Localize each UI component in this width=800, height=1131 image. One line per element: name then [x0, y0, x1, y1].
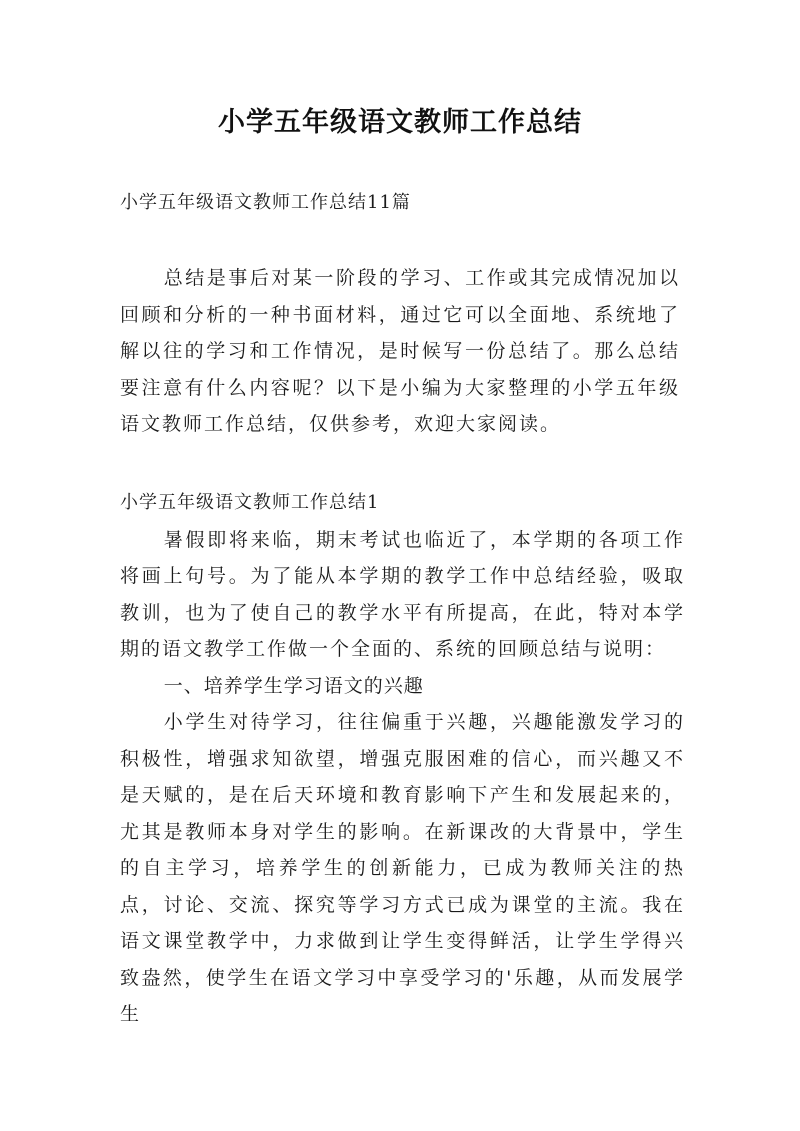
section-1 [120, 485, 685, 1033]
section-paragraph-1: 暑假即将来临，期末考试也临近了，本学期的各项工作将画上句号。为了能从本学期的教学工作中总结经验，吸取教训，也为了使自己的教学水平有所提高，在此，特对本学期的语文教学工作做一个全面的、系统的回顾总结与说明： [120, 528, 685, 660]
section-heading: 小学五年级语文教师工作总结1 [120, 492, 380, 513]
section-subheading: 一、培养学生学习语文的兴趣 [163, 674, 424, 697]
intro-paragraph: 总结是事后对某一阶段的学习、工作或其完成情况加以回顾和分析的一种书面材料，通过它可以全面地、系统地了解以往的学习和工作情况，是时候写一份总结了。那么总结要注意有什么内容呢？以下是小编为大家整理的小学五年级语文教师工作总结，仅供参考，欢迎大家阅读。 [120, 267, 680, 435]
section-paragraph-2: 小学生对待学习，往往偏重于兴趣，兴趣能激发学习的积极性，增强求知欲望，增强克服困难的信心，而兴趣又不是天赋的，是在后天环境和教育影响下产生和发展起来的，尤其是教师本身对学生的影响。在新课改的大背景中，学生的自主学习，培养学生的创新能力，已成为教师关注的热点，讨论、交流、探究等学习方式已成为课堂的主流。我在语文课堂教学中，力求做到让学生变得鲜活，让学生学得兴致盎然，使学生在语文学习中享受学习的'乐趣，从而发展学生 [120, 711, 685, 1025]
document-title: 小学五年级语文教师工作总结 [218, 107, 582, 138]
document-subtitle: 小学五年级语文教师工作总结11篇 [120, 192, 411, 213]
